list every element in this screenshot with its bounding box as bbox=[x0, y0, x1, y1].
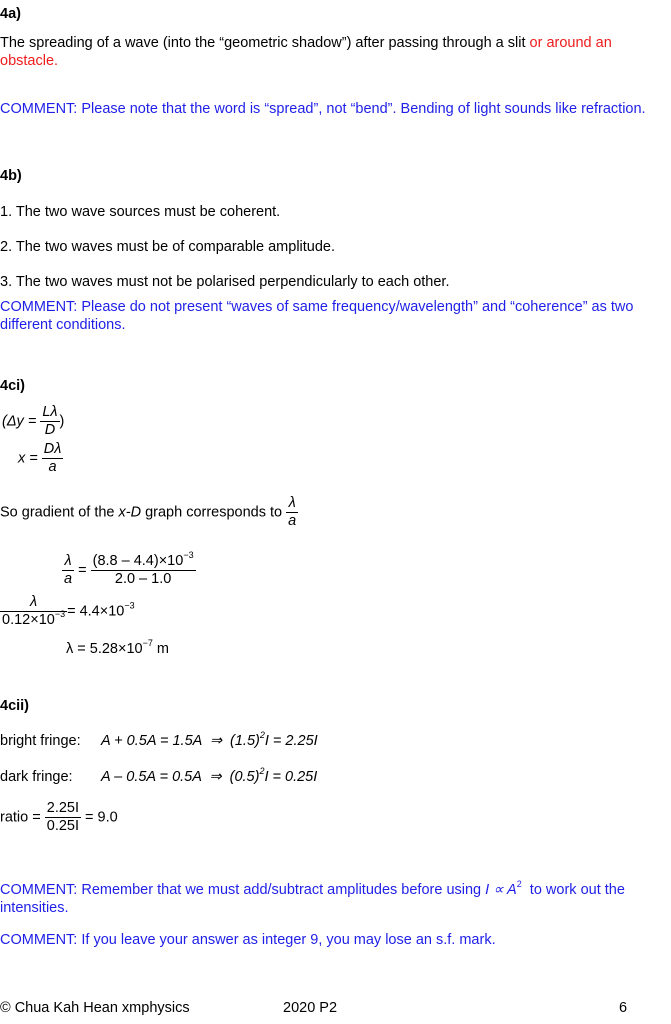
calc2-lhs-num: λ bbox=[0, 594, 67, 612]
calc1-lhs-den: a bbox=[64, 571, 73, 587]
ratio-num: 2.25I bbox=[46, 800, 79, 816]
eq1-denominator: D bbox=[44, 422, 56, 438]
gradient-statement bbox=[0, 495, 298, 530]
eq1-fraction bbox=[40, 404, 59, 439]
condition-1: 1. The two wave sources must be coherent. bbox=[0, 204, 281, 220]
footer-paper: 2020 P2 bbox=[283, 1000, 338, 1016]
footer-author: © Chua Kah Hean xmphysics bbox=[0, 1000, 190, 1016]
calc3-lhs: λ = 5.28×10 bbox=[66, 641, 143, 657]
dark-exp: 2 bbox=[259, 766, 265, 776]
answer-4a-end: . bbox=[54, 53, 59, 69]
gradient-numerator: λ bbox=[286, 495, 298, 513]
ratio-den: 0.25I bbox=[46, 818, 79, 834]
bright-end: I = 2.25I bbox=[264, 733, 318, 749]
calc3-unit: m bbox=[152, 641, 169, 657]
dark-fringe-equation bbox=[101, 766, 318, 785]
calc1-lhs-num: λ bbox=[62, 553, 74, 571]
calc1-lhs-fraction bbox=[62, 553, 74, 588]
comment-4b: COMMENT: Please do not present “waves of same frequency/wavelength” and “coherence” as two different conditions. bbox=[0, 299, 634, 333]
comment1-text-b: to work out the intensities. bbox=[0, 882, 629, 916]
equation-x bbox=[18, 441, 63, 476]
eq1-lhs: (Δy = bbox=[2, 413, 37, 430]
dark-eq: A – 0.5A = 0.5A ⇒ (0.5) bbox=[101, 769, 260, 785]
eq2-numerator: Dλ bbox=[43, 441, 62, 457]
eq1-numerator: Lλ bbox=[42, 404, 58, 420]
ratio-result: = 9.0 bbox=[85, 809, 118, 826]
condition-3: 3. The two waves must not be polarised perpendicularly to each other. bbox=[0, 274, 450, 290]
condition-2: 2. The two waves must be of comparable amplitude. bbox=[0, 239, 336, 255]
calc1-equals: = bbox=[78, 562, 87, 579]
ratio-equation bbox=[0, 800, 118, 835]
calc1-rhs-num bbox=[91, 550, 196, 571]
bright-exp: 2 bbox=[259, 730, 265, 740]
calc-line-1 bbox=[62, 550, 196, 588]
comment-4cii-1 bbox=[0, 881, 665, 917]
dark-fringe-label: dark fringe: bbox=[0, 769, 73, 785]
calc1-rhs-num-exp: −3 bbox=[183, 550, 194, 560]
footer-page-number: 6 bbox=[619, 1000, 628, 1016]
equation-fringe-spacing bbox=[2, 404, 64, 439]
ratio-fraction bbox=[45, 800, 81, 835]
calc-line-3 bbox=[66, 638, 169, 657]
calc2-lhs-den-exp: −3 bbox=[54, 609, 66, 619]
calc2-lhs-den-text: 0.12×10 bbox=[2, 612, 55, 628]
gradient-fraction bbox=[286, 495, 298, 530]
eq1-close: ) bbox=[59, 413, 65, 430]
comment1-text-a: COMMENT: Remember that we must add/subtract amplitudes before using bbox=[0, 882, 486, 898]
calc1-rhs-den: 2.0 – 1.0 bbox=[114, 571, 172, 587]
comment-4cii-2: COMMENT: If you leave your answer as integer 9, you may lose an s.f. mark. bbox=[0, 932, 496, 948]
dark-end: I = 0.25I bbox=[264, 769, 318, 785]
answer-4a bbox=[0, 34, 650, 70]
heading-4a: 4a) bbox=[0, 6, 21, 22]
bright-eq: A + 0.5A = 1.5A ⇒ (1.5) bbox=[101, 733, 260, 749]
calc2-rhs-exp: −3 bbox=[124, 600, 135, 611]
eq2-fraction bbox=[42, 441, 64, 476]
gradient-text-a: So gradient of the bbox=[0, 504, 119, 521]
calc2-lhs-fraction bbox=[0, 594, 67, 629]
calc2-lhs-den bbox=[0, 609, 67, 629]
bright-fringe-label: bright fringe: bbox=[0, 733, 81, 749]
heading-4b: 4b) bbox=[0, 168, 22, 184]
ratio-label: ratio = bbox=[0, 809, 41, 826]
heading-4ci: 4ci) bbox=[0, 378, 25, 394]
eq2-denominator: a bbox=[48, 459, 57, 475]
comment-4a: COMMENT: Please note that the word is “spread”, not “bend”. Bending of light sounds like refraction. bbox=[0, 101, 646, 117]
gradient-text-italic: x-D bbox=[118, 504, 142, 521]
comment1-math: I ∝ A bbox=[485, 882, 517, 898]
gradient-text-b: graph corresponds to bbox=[141, 504, 287, 521]
answer-4a-text: The spreading of a wave (into the “geometric shadow”) after passing through a slit bbox=[0, 35, 530, 51]
calc2-rhs: = 4.4×10 bbox=[67, 603, 125, 620]
bright-fringe-equation bbox=[101, 730, 318, 749]
calc1-rhs-num-text: (8.8 – 4.4)×10 bbox=[92, 553, 184, 569]
calc1-rhs-fraction bbox=[91, 550, 196, 588]
gradient-denominator: a bbox=[288, 513, 297, 529]
heading-4cii: 4cii) bbox=[0, 698, 30, 714]
eq2-lhs: x = bbox=[18, 450, 38, 467]
answer-4a-red-text: or around an obstacle bbox=[0, 35, 612, 69]
calc-line-2 bbox=[0, 594, 135, 629]
comment1-exp: 2 bbox=[516, 879, 522, 889]
calc3-exp: −7 bbox=[142, 638, 153, 648]
